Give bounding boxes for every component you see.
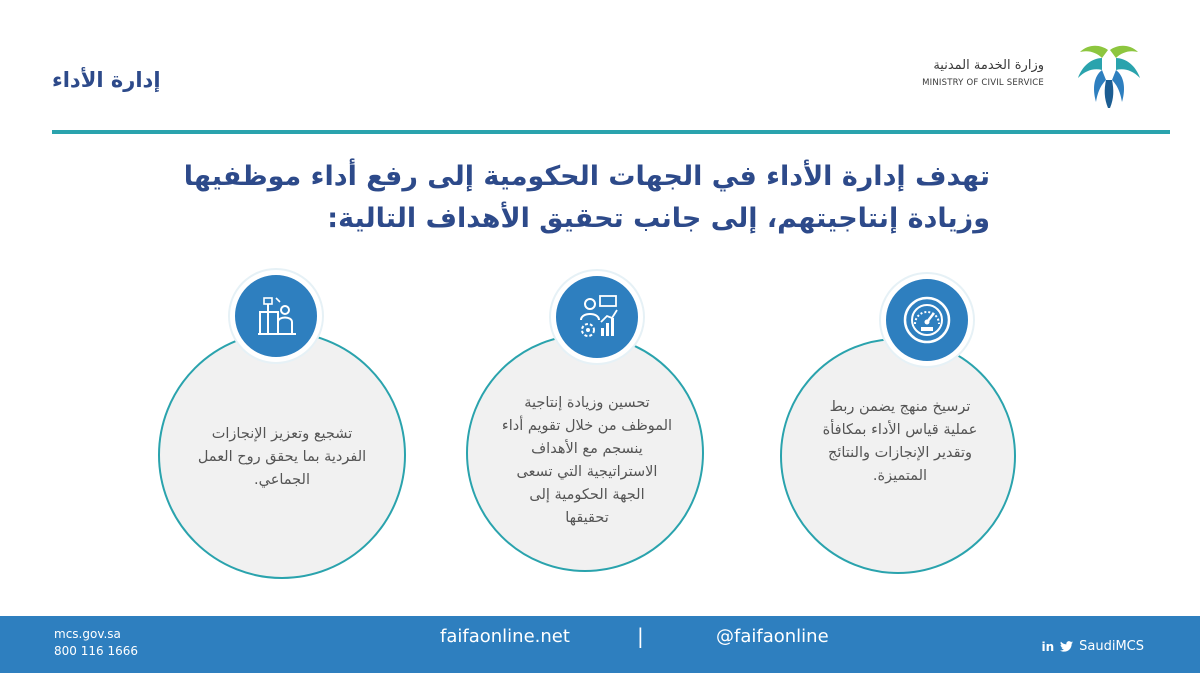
goal-card-text: تشجيع وتعزيز الإنجازات الفردية بما يحقق روح العمل الجماعي. xyxy=(197,426,367,488)
linkedin-icon[interactable]: in xyxy=(1041,639,1055,654)
footer xyxy=(0,616,1200,673)
speedometer-icon xyxy=(881,274,973,366)
headline-line-2: وزيادة إنتاجيتهم، إلى جانب تحقيق الأهداف التالية: xyxy=(327,203,990,234)
productivity-icon xyxy=(551,271,643,363)
footer-separator: | xyxy=(637,624,644,648)
footer-website-link[interactable]: mcs.gov.sa xyxy=(54,627,121,641)
header-divider xyxy=(52,130,1170,134)
logo-arabic-text: وزارة الخدمة المدنية xyxy=(933,58,1044,73)
ministry-emblem-icon xyxy=(1064,40,1154,112)
source-website[interactable]: faifaonline.net xyxy=(440,626,570,647)
logo-english-text: MINISTRY OF CIVIL SERVICE xyxy=(922,78,1044,88)
teamwork-icon xyxy=(230,270,322,362)
ministry-logo xyxy=(874,40,1154,112)
goal-card-text: ترسيخ منهج يضمن ربط عملية قياس الأداء بمكافأة وتقدير الإنجازات والنتائج المتميزة. xyxy=(822,399,978,484)
goal-card-3 xyxy=(158,331,398,571)
header xyxy=(0,0,1200,130)
twitter-icon[interactable] xyxy=(1060,641,1073,652)
source-handle[interactable]: @faifaonline xyxy=(716,626,829,647)
footer-contact xyxy=(54,626,138,660)
social-handle[interactable]: SaudiMCS xyxy=(1079,639,1144,654)
social-links xyxy=(1041,639,1144,654)
headline xyxy=(60,156,990,240)
page-label: إدارة الأداء xyxy=(52,68,161,92)
footer-phone: 800 116 1666 xyxy=(54,644,138,658)
headline-line-1: تهدف إدارة الأداء في الجهات الحكومية إلى رفع أداء موظفيها xyxy=(183,161,990,192)
goal-card-2 xyxy=(466,334,706,574)
goal-card-1 xyxy=(780,338,1020,578)
goal-card-text: تحسين وزيادة إنتاجية الموظف من خلال تقويم أداء ينسجم مع الأهداف الاستراتيجية التي تسعى الجهة الحكومية إلى تحقيقها xyxy=(501,395,673,526)
